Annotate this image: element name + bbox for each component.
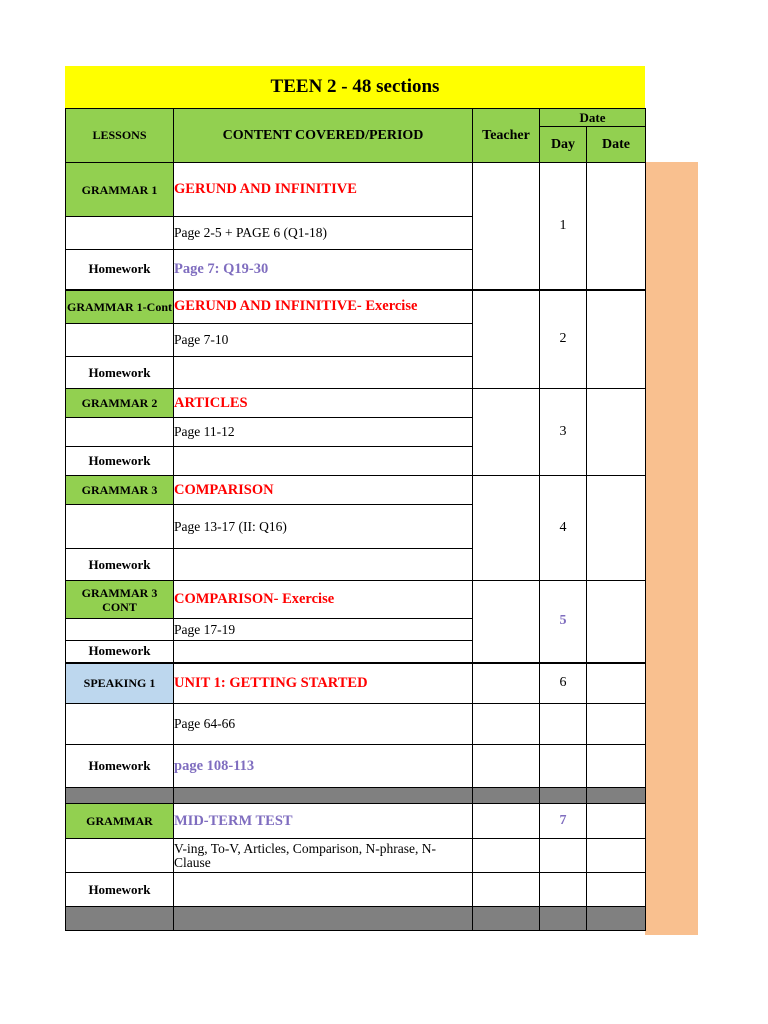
topic-cell: GERUND AND INFINITIVE xyxy=(174,163,473,217)
homework-label: Homework xyxy=(66,745,174,788)
teacher-cell[interactable] xyxy=(473,745,540,788)
date-cell[interactable] xyxy=(587,663,646,704)
date-cell[interactable] xyxy=(587,839,646,873)
teacher-cell[interactable] xyxy=(473,163,540,290)
date-cell[interactable] xyxy=(587,290,646,389)
lesson-cell-empty xyxy=(66,324,174,357)
homework-label: Homework xyxy=(66,549,174,581)
header-day: Day xyxy=(540,127,587,163)
homework-cell xyxy=(174,447,473,476)
homework-label: Homework xyxy=(66,357,174,389)
day-cell-empty xyxy=(540,745,587,788)
homework-label: Homework xyxy=(66,447,174,476)
topic-cell: GERUND AND INFINITIVE- Exercise xyxy=(174,290,473,324)
homework-cell xyxy=(174,549,473,581)
lesson-cell-empty xyxy=(66,418,174,447)
header-teacher: Teacher xyxy=(473,109,540,163)
date-cell[interactable] xyxy=(587,804,646,839)
date-cell[interactable] xyxy=(587,704,646,745)
teacher-cell[interactable] xyxy=(473,804,540,839)
topic-cell: UNIT 1: GETTING STARTED xyxy=(174,663,473,704)
sheet-title: TEEN 2 - 48 sections xyxy=(65,66,645,108)
homework-cell: page 108-113 xyxy=(174,745,473,788)
day-cell-empty xyxy=(540,704,587,745)
pages-cell: Page 17-19 xyxy=(174,619,473,641)
teacher-cell[interactable] xyxy=(473,476,540,581)
topic-cell: COMPARISON- Exercise xyxy=(174,581,473,619)
day-cell: 1 xyxy=(540,163,587,290)
teacher-cell[interactable] xyxy=(473,873,540,907)
teacher-cell[interactable] xyxy=(473,581,540,663)
lesson-cell-empty xyxy=(66,839,174,873)
header-date: Date xyxy=(587,127,646,163)
table-row xyxy=(66,745,646,788)
table-row xyxy=(66,389,646,418)
table-row xyxy=(66,663,646,704)
lesson-plan-table xyxy=(65,108,646,931)
homework-label: Homework xyxy=(66,641,174,663)
homework-label: Homework xyxy=(66,873,174,907)
header-content-covered: CONTENT COVERED/PERIOD xyxy=(174,109,473,163)
homework-cell xyxy=(174,641,473,663)
date-cell[interactable] xyxy=(587,873,646,907)
lesson-cell: SPEAKING 1 xyxy=(66,663,174,704)
date-cell[interactable] xyxy=(587,476,646,581)
teacher-cell[interactable] xyxy=(473,663,540,704)
pages-cell: Page 2-5 + PAGE 6 (Q1-18) xyxy=(174,217,473,250)
table-row xyxy=(66,804,646,839)
pages-cell: V-ing, To-V, Articles, Comparison, N-phrase, N-Clause xyxy=(174,839,473,873)
pages-cell: Page 11-12 xyxy=(174,418,473,447)
header-lessons: LESSONS xyxy=(66,109,174,163)
teacher-cell[interactable] xyxy=(473,839,540,873)
homework-cell xyxy=(174,357,473,389)
date-cell[interactable] xyxy=(587,745,646,788)
header-row xyxy=(66,109,646,127)
date-cell[interactable] xyxy=(587,389,646,476)
day-cell: 5 xyxy=(540,581,587,663)
lesson-cell-empty xyxy=(66,217,174,250)
teacher-cell[interactable] xyxy=(473,290,540,389)
date-cell[interactable] xyxy=(587,163,646,290)
pages-cell: Page 7-10 xyxy=(174,324,473,357)
separator-row xyxy=(66,788,646,804)
day-cell: 6 xyxy=(540,663,587,704)
lesson-cell: GRAMMAR 1-Cont xyxy=(66,290,174,324)
lesson-cell-empty xyxy=(66,704,174,745)
homework-cell xyxy=(174,873,473,907)
pages-cell: Page 13-17 (II: Q16) xyxy=(174,505,473,549)
topic-cell: ARTICLES xyxy=(174,389,473,418)
table-row xyxy=(66,581,646,619)
header-date-group: Date xyxy=(540,109,646,127)
table-row xyxy=(66,839,646,873)
side-color-strip xyxy=(645,162,698,935)
day-cell: 3 xyxy=(540,389,587,476)
homework-label: Homework xyxy=(66,250,174,290)
topic-cell: COMPARISON xyxy=(174,476,473,505)
pages-cell: Page 64-66 xyxy=(174,704,473,745)
separator-row xyxy=(66,907,646,931)
day-cell: 7 xyxy=(540,804,587,839)
lesson-cell: GRAMMAR xyxy=(66,804,174,839)
table-row xyxy=(66,873,646,907)
lesson-cell-empty xyxy=(66,505,174,549)
lesson-cell-empty xyxy=(66,619,174,641)
lesson-cell: GRAMMAR 3 xyxy=(66,476,174,505)
topic-cell: MID-TERM TEST xyxy=(174,804,473,839)
lesson-cell: GRAMMAR 3 CONT xyxy=(66,581,174,619)
day-cell-empty xyxy=(540,839,587,873)
date-cell[interactable] xyxy=(587,581,646,663)
table-row xyxy=(66,163,646,217)
day-cell: 2 xyxy=(540,290,587,389)
homework-cell: Page 7: Q19-30 xyxy=(174,250,473,290)
table-row xyxy=(66,290,646,324)
day-cell: 4 xyxy=(540,476,587,581)
table-row xyxy=(66,704,646,745)
teacher-cell[interactable] xyxy=(473,389,540,476)
lesson-cell: GRAMMAR 2 xyxy=(66,389,174,418)
day-cell-empty xyxy=(540,873,587,907)
teacher-cell[interactable] xyxy=(473,704,540,745)
lesson-cell: GRAMMAR 1 xyxy=(66,163,174,217)
table-row xyxy=(66,476,646,505)
